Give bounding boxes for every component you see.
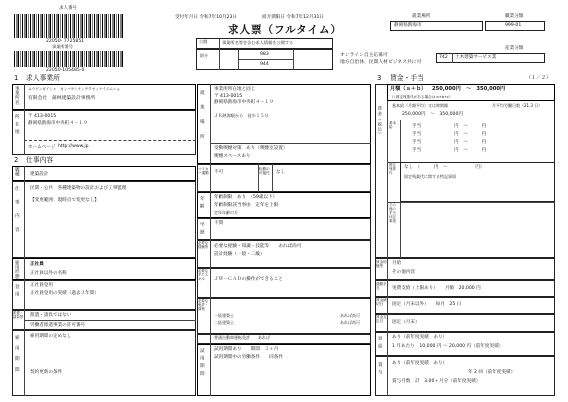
car-transfer-box [197, 164, 371, 192]
section2-number: 2 [14, 156, 19, 164]
ref-label: 紹介 [200, 53, 208, 58]
age-label: 年齢 [199, 196, 205, 212]
section3-title: 賃金・手当 [390, 74, 424, 82]
received-date: 受付年月日 令和7年10月23日 [175, 15, 238, 20]
age-note: 定年年齢の方 [214, 210, 238, 215]
job-code: 999-01 [505, 23, 522, 28]
workplace-postal: 〒 413-0015 [214, 94, 243, 99]
pc-label: 必要なＰＣスキル [198, 269, 209, 281]
allowance-label-3: 手当 [412, 140, 422, 145]
allowance-value-4: 円 ～ 円 [454, 148, 487, 153]
company-name: 有限会社 蒲林建築設計事務所 [28, 96, 96, 101]
skills-label: 必要な経験等 [198, 241, 209, 249]
job-number-stamp [57, 6, 79, 13]
wage-type-value: 月給 [392, 261, 402, 266]
closing-value: 固定（月末以外） 毎月 25 日 [392, 302, 462, 307]
hiring-line-2: 正社員登用の実績（過去３年間） [30, 291, 99, 296]
section1-title: 求人事業所 [26, 74, 60, 82]
allowance-value-3: 円 ～ 円 [454, 140, 487, 145]
transfer-label: 転勤の可能性 [259, 167, 270, 176]
barcode-top-number: 22050- 7725851 [46, 39, 85, 44]
allowance-value-1: 円 ～ 円 [454, 124, 487, 129]
hourly-label: 月平均労働日数（21.3 日） [492, 103, 543, 108]
bonus-label: 賞与 [377, 362, 383, 378]
allowance-label-4: 手当 [412, 148, 422, 153]
job-content-line-2: 【変更範囲：現時点で変更なし】 [30, 198, 99, 203]
trial-conditions: 試用期間中の労働条件 同条件 [214, 355, 283, 360]
employment-label: 雇用形態 [14, 260, 20, 279]
license-1: 一級建築士 [214, 313, 234, 318]
fixed-overtime-note: 固定残業代に関する特記事項 [404, 174, 456, 179]
barcode-bottom-number: 22050-105485-0 [46, 68, 85, 73]
address-label: 所在地 [14, 114, 20, 137]
raise-label: 昇給 [377, 336, 383, 352]
job-content-line-1: 民間・公共 各種建築物の設計および工事監理 [30, 186, 127, 191]
page-title: 求人票（フルタイム） [228, 24, 342, 36]
monthly-range: 250,000円 ～ 350,000円 [432, 86, 506, 92]
section2-title: 仕事内容 [26, 156, 54, 164]
job-content-box [12, 181, 196, 258]
workplace-label: 就業場所 [199, 90, 205, 149]
work-city-label: 就業場所 [412, 14, 431, 19]
expiry-date: 紹介期限日 令和7年12月31日 [262, 15, 325, 20]
monthly-note: （ⅰ 固定残業代がある場合は a+b+c） [390, 95, 453, 99]
industry-name: 土木建築サービス業 [455, 55, 497, 60]
wage-type-box [375, 258, 555, 280]
fixed-overtime-label: 固定残業代 [389, 163, 396, 175]
notice-line-1: オンライン自主応募可 [340, 53, 388, 58]
license-3: あれば尚可 [340, 313, 360, 318]
commute-label: 通勤手当 [376, 282, 387, 291]
job-content-label: 仕事内容 [14, 186, 20, 241]
license-4: あれば尚可 [340, 320, 360, 325]
job-code-label: 職業分類 [505, 14, 524, 19]
address-postal: 〒 413-0015 [28, 114, 57, 119]
company-kana: ユウゲンガイシャ カンバヤシケンチクセッケイジムショ [28, 87, 121, 91]
age-value: 年齢制限 あり （59歳以下） [214, 195, 278, 200]
smoking-note: 喫煙スペースあり [214, 154, 251, 159]
trial-label: 試用期間 [199, 348, 205, 379]
public-scope: 事業所名等を含む求人情報を公開する [222, 40, 294, 45]
industry-code: 742 [439, 55, 448, 60]
allowance-label-2: 手当 [412, 132, 422, 137]
license-2: 二級建築士 [214, 320, 234, 325]
barcode-top-caption: 事業所番号 [52, 44, 73, 49]
ref-code-2: 944 [260, 62, 269, 67]
homepage-label: ホームページ [28, 145, 56, 150]
education-value: 不問 [214, 221, 224, 226]
raise-detail: 1 月あたり 10,000 円 ～ 20,000 円（前年度実績） [392, 344, 504, 349]
employment-other: 正社員以外の名称 [30, 271, 67, 276]
car-value: 不可 [214, 170, 224, 175]
industry-label: 産業分類 [505, 46, 524, 51]
base-label: 基本給（月額平均）又は時間額 [392, 103, 448, 108]
dispatch-no-label: 労働者派遣事業の許可番号 [30, 323, 86, 328]
license-label: 必要な免許・資格 [198, 299, 209, 311]
workplace-address: 静岡県熱海市中央町４－１９ [214, 100, 274, 105]
work-city: 静岡県熱海市 [394, 23, 422, 28]
commute-value: 実費支給（上限あり） 月額 20,000 円 [392, 286, 481, 291]
company-label: 事業所名 [14, 86, 20, 105]
employment-type: 正社員 [30, 262, 44, 267]
workplace-station: ＪＲ熱海駅から 徒歩１５分 [214, 113, 269, 118]
wage-other-label: その他内容 [392, 270, 415, 275]
education-label: 学歴 [199, 222, 205, 238]
trial-value: 試用期間あり 期間 ３ヶ月 [214, 347, 279, 352]
license-5: 普通自動車運転免許 あれば [214, 335, 270, 340]
notice-line-2: 地方自治体、民間人材ビジネス共に可 [340, 60, 422, 65]
skills-detail: 設計経験（一般・二級） [214, 252, 265, 257]
bonus-amount: 賞与月数 計 3.00ヶ月分（前年度実績） [392, 379, 481, 384]
pc-value: ＪＷ－ＣＡＤの操作ができること [214, 277, 283, 282]
job-number-stamp-text: 求人番号 [59, 6, 77, 11]
payday-value: 固定（月末） [392, 320, 420, 325]
hiring-label: 登用 [14, 284, 20, 300]
fixed-overtime-value: なし （ 円 ～ 円） [404, 165, 485, 170]
base-range: 250,000円 ～ 350,000円 [402, 112, 463, 117]
bonus-value: あり（前年度実績 あり） [392, 361, 448, 366]
barcode-top [14, 14, 124, 38]
hiring-line-1: 正社員登用 [30, 283, 53, 288]
renewal-label: 契約更新の条件 [30, 370, 63, 375]
car-label: マイカー通勤 [198, 167, 209, 176]
dispatch-label: 派遣・請負等 [13, 311, 24, 319]
age-reason: 年齢制限該当事由 定年を上限 [214, 203, 279, 208]
wage-type-label: 賃金形態等 [376, 260, 387, 269]
other-allowance-label: その他の手当付記事項 [389, 203, 396, 223]
address-text: 静岡県熱海市中央町４－１９ [28, 121, 88, 126]
period-label: 雇用期間 [14, 335, 20, 378]
period-value: 雇用期間の定めなし [30, 334, 72, 339]
period-box [12, 330, 196, 396]
section3-page: （１／２） [526, 75, 552, 81]
allowance-value-2: 円 ～ 円 [454, 132, 487, 137]
ref-code-1: 983 [260, 52, 269, 57]
closing-label: 賃金締切日 [376, 298, 387, 307]
section3-number: 3 [377, 74, 382, 82]
payday-label: 賃金支払日 [376, 315, 387, 324]
smoking-value: 受動喫煙対策 あり（喫煙室設置） [214, 146, 288, 151]
homepage-link[interactable]: http://www.jp [58, 144, 89, 149]
job-title-label: 職種 [14, 167, 20, 177]
skills-value: 必要な経験・知識・技能等 あれば尚可 [214, 244, 302, 249]
section1-number: 1 [14, 74, 19, 82]
allowance-label-1: 手当 [412, 124, 422, 129]
public-label: 公開 [199, 39, 208, 44]
job-title-value: 建築設計 [30, 172, 49, 177]
monthly-label: 月額（ａ＋ｂ） [390, 86, 427, 92]
pc-box [197, 268, 371, 298]
transfer-value: なし [276, 170, 286, 175]
barcode-bottom [14, 51, 124, 67]
base-side-label: 基本給 [389, 121, 397, 130]
dispatch-value: 派遣・請負ではない [30, 313, 72, 318]
wage-side-label: 賃金（税込） [377, 106, 383, 138]
raise-value: あり（前年度実績 あり） [392, 335, 448, 340]
workplace-same-as: 事業所所在地と同じ [214, 87, 256, 92]
bonus-times: 年 2 回（前年度実績） [468, 370, 516, 375]
